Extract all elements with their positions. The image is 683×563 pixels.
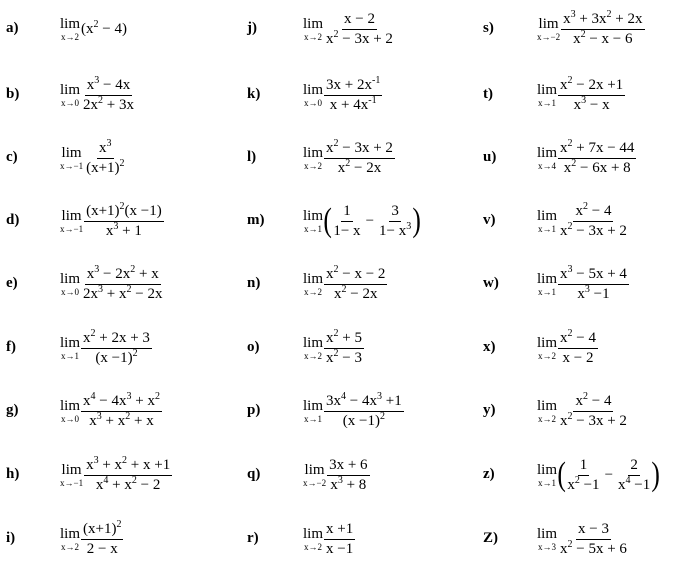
fraction-b-denominator: $x^4 -1$ (618, 474, 651, 493)
lim-subscript: x→1 (538, 477, 556, 488)
limit-fraction-numerator: $x^4 - 4x^3 + x^2$ (81, 393, 162, 412)
lim-operator (303, 17, 323, 42)
limit-fraction-numerator: $x^2 - 4$ (573, 203, 613, 222)
lim-operator (303, 272, 323, 297)
limit-fraction-numerator: $(x+1)^2(x -1)$ (84, 203, 164, 222)
lim-word: lim (60, 525, 81, 542)
lim-subscript: x→4 (538, 160, 556, 171)
lim-subscript: x→1 (538, 286, 556, 297)
lim-word: lim (537, 397, 558, 414)
lim-operator (537, 399, 557, 424)
limit-expression (303, 389, 404, 433)
exercise-label: g) (6, 402, 19, 418)
limit-expression (537, 517, 629, 561)
exercise-label: j) (247, 20, 257, 36)
lim-subscript: x→0 (304, 97, 322, 108)
exercise-label: p) (247, 402, 261, 418)
fraction-a-denominator: $x^2 -1$ (567, 474, 600, 493)
minus-sign: − (365, 212, 375, 229)
lim-subscript: x→2 (538, 350, 556, 361)
limit-fraction-denominator: $x^2 - 6x + 8$ (563, 157, 631, 176)
limit-fraction (84, 140, 126, 176)
limit-fraction-numerator: $x^2 + 5$ (324, 330, 364, 349)
lim-word: lim (303, 144, 324, 161)
limit-fraction-denominator: $x^2 - 3$ (326, 347, 362, 366)
exercise-label: l) (247, 149, 257, 165)
lim-subscript: x→0 (61, 286, 79, 297)
minus-sign: − (604, 466, 614, 483)
lim-word: lim (60, 270, 81, 287)
limit-fraction (558, 77, 625, 113)
limit-fraction (81, 330, 152, 366)
limit-fraction (84, 203, 164, 239)
lim-operator (60, 272, 80, 297)
limit-fraction-denominator: $2x^2 + 3x$ (83, 94, 134, 113)
lim-word: lim (60, 81, 81, 98)
lim-word: lim (60, 334, 81, 351)
lim-word: lim (303, 525, 324, 542)
limit-body: $(x^2 - 4)$ (81, 18, 127, 37)
fraction-b-denominator: $1- x^3$ (379, 220, 412, 239)
limit-fraction (558, 140, 636, 176)
exercise-label: o) (247, 339, 260, 355)
limit-fraction-denominator: $x^3 - x$ (573, 94, 610, 113)
limit-fraction-denominator: $x^2 - 2x$ (337, 157, 382, 176)
limit-expression (60, 262, 164, 306)
limit-fraction (81, 521, 123, 557)
lim-word: lim (61, 461, 82, 478)
limit-expression (537, 326, 598, 370)
exercise-label: s) (483, 20, 494, 36)
limit-expression (303, 199, 421, 243)
lim-subscript: x→2 (61, 541, 79, 552)
exercise-label: t) (483, 86, 493, 102)
limit-expression (60, 453, 172, 497)
lim-subscript: x→−1 (60, 160, 84, 171)
lim-subscript: x→0 (61, 97, 79, 108)
limit-expression (303, 73, 382, 117)
limit-fraction-numerator: $x^3 - 2x^2 + x$ (85, 266, 161, 285)
limit-fraction-denominator: $x^4 + x^2 - 2$ (95, 474, 161, 493)
lim-word: lim (303, 207, 324, 224)
lim-operator (303, 527, 323, 552)
limit-expression (60, 389, 162, 433)
lim-operator (60, 399, 80, 424)
limit-expression (303, 517, 355, 561)
lim-operator (60, 17, 80, 42)
limit-fraction (561, 11, 644, 47)
fraction-b-numerator: 2 (628, 457, 640, 476)
lim-subscript: x→−1 (60, 223, 84, 234)
limit-fraction-numerator: $x^2 - 4$ (573, 393, 613, 412)
limit-fraction (324, 266, 387, 302)
lim-operator (537, 83, 557, 108)
lim-word: lim (303, 81, 324, 98)
lim-word: lim (537, 461, 558, 478)
lim-subscript: x→−2 (303, 477, 327, 488)
lim-subscript: x→2 (304, 31, 322, 42)
lim-word: lim (537, 334, 558, 351)
limit-expression (537, 389, 629, 433)
exercise-label: m) (247, 212, 265, 228)
lim-word: lim (60, 397, 81, 414)
lim-operator (60, 463, 83, 488)
exercise-label: f) (6, 339, 16, 355)
fraction-b (377, 203, 413, 239)
limit-expression (60, 199, 164, 243)
limit-fraction-denominator: $x^2 - 2x$ (333, 283, 378, 302)
lim-operator (303, 209, 323, 234)
limit-fraction-denominator: 2 − x (86, 540, 118, 557)
limit-fraction-denominator: $x^2 - 5x + 6$ (560, 538, 627, 557)
lim-operator (537, 146, 557, 171)
lim-subscript: x→2 (304, 350, 322, 361)
limit-fraction-numerator: $x^2 - 2x +1$ (558, 77, 625, 96)
exercise-label: w) (483, 275, 499, 291)
lim-operator (60, 209, 83, 234)
limit-fraction (81, 77, 136, 113)
lim-operator (60, 336, 80, 361)
lim-subscript: x→0 (61, 413, 79, 424)
limit-fraction-denominator: $(x -1)^2$ (342, 410, 385, 429)
fraction-a-numerator: 1 (578, 457, 590, 476)
left-paren: ( (557, 456, 566, 493)
lim-word: lim (537, 81, 558, 98)
exercise-label: q) (247, 466, 261, 482)
limit-fraction-denominator: $x^3 + x^2 + x$ (89, 410, 154, 429)
lim-operator (60, 146, 83, 171)
lim-operator (537, 272, 557, 297)
lim-operator (303, 399, 323, 424)
lim-subscript: x→1 (304, 223, 322, 234)
lim-subscript: x→3 (538, 541, 556, 552)
limit-fraction-numerator: $x^3 + x^2 + x +1$ (84, 457, 172, 476)
exercise-label: d) (6, 212, 20, 228)
limit-fraction-denominator: $x^2 - 3x + 2$ (560, 220, 627, 239)
limit-fraction-numerator: $x^3 - 4x$ (85, 77, 132, 96)
lim-word: lim (303, 334, 324, 351)
limit-expression (537, 199, 629, 243)
lim-subscript: x→2 (304, 160, 322, 171)
limit-fraction-denominator: $x^2 - 3x + 2$ (560, 410, 627, 429)
limit-fraction-denominator: $x^3 -1$ (577, 283, 610, 302)
lim-operator (303, 146, 323, 171)
limit-fraction-denominator: $(x -1)^2$ (95, 347, 138, 366)
limit-fraction (324, 330, 364, 366)
lim-word: lim (537, 270, 558, 287)
left-paren: ( (323, 202, 332, 239)
lim-subscript: x→2 (538, 413, 556, 424)
limit-expression (303, 7, 395, 51)
fraction-a-numerator: 1 (341, 203, 353, 222)
limit-fraction (324, 77, 382, 113)
limit-fraction-numerator: $3x^4 - 4x^3 +1$ (324, 393, 404, 412)
limit-expression (303, 453, 370, 497)
limit-expression (537, 453, 660, 497)
exercise-label: x) (483, 339, 496, 355)
lim-operator (303, 463, 326, 488)
right-paren: ) (651, 456, 661, 493)
lim-subscript: x→1 (538, 97, 556, 108)
limit-expression (303, 136, 395, 180)
limit-fraction-numerator: $x^2 + 7x - 44$ (558, 140, 636, 159)
lim-word: lim (60, 15, 81, 32)
limit-expression (60, 136, 127, 180)
lim-operator (537, 527, 557, 552)
limit-expression (537, 73, 625, 117)
limit-fraction-denominator: $(x+1)^2$ (86, 157, 125, 176)
lim-subscript: x→−2 (537, 31, 561, 42)
lim-subscript: x→−1 (60, 477, 84, 488)
lim-word: lim (537, 144, 558, 161)
limit-expression (537, 136, 636, 180)
limit-expression (537, 262, 629, 306)
exercise-label: e) (6, 275, 18, 291)
lim-operator (537, 17, 560, 42)
fraction-b (616, 457, 652, 493)
limit-fraction (81, 393, 162, 429)
limit-fraction-numerator: $x^3 - 5x + 4$ (558, 266, 629, 285)
limit-fraction (324, 521, 355, 557)
limit-fraction-numerator: x +1 (324, 521, 355, 540)
right-paren: ) (412, 202, 422, 239)
limit-fraction-numerator: $x^3$ (97, 140, 114, 159)
limit-fraction-denominator: x − 2 (562, 349, 594, 366)
lim-word: lim (537, 525, 558, 542)
fraction-a-denominator: 1− x (333, 222, 361, 239)
limit-fraction-numerator: x − 3 (576, 521, 611, 540)
exercise-label: r) (247, 530, 259, 546)
limit-fraction-denominator: $x^3 + 1$ (105, 220, 142, 239)
limit-fraction (558, 203, 629, 239)
exercise-label: a) (6, 20, 19, 36)
lim-word: lim (303, 15, 324, 32)
lim-operator (60, 83, 80, 108)
lim-word: lim (303, 270, 324, 287)
exercise-label: Z) (483, 530, 498, 546)
lim-operator (537, 336, 557, 361)
limit-fraction (81, 266, 164, 302)
fraction-b-numerator: 3 (389, 203, 401, 222)
limit-expression (60, 7, 127, 51)
exercise-label: h) (6, 466, 20, 482)
lim-word: lim (538, 15, 559, 32)
lim-word: lim (537, 207, 558, 224)
exercise-label: i) (6, 530, 16, 546)
lim-subscript: x→2 (61, 31, 79, 42)
limit-expression (60, 73, 136, 117)
limit-fraction-denominator: x −1 (326, 540, 354, 557)
limit-expression (537, 7, 645, 51)
limit-fraction-numerator: $3x + 2x^{-1}$ (324, 77, 382, 96)
limit-fraction-denominator: $x + 4x^{-1}$ (329, 94, 377, 113)
lim-subscript: x→2 (304, 541, 322, 552)
limit-expression (60, 326, 152, 370)
lim-operator (537, 209, 557, 234)
limit-expression (303, 326, 364, 370)
limit-fraction (558, 266, 629, 302)
limit-fraction-denominator: $x^3 + 8$ (330, 474, 367, 493)
lim-subscript: x→1 (61, 350, 79, 361)
lim-subscript: x→1 (538, 223, 556, 234)
limit-fraction (327, 457, 369, 493)
lim-word: lim (61, 144, 82, 161)
lim-operator (303, 336, 323, 361)
limit-fraction-numerator: $x^2 - 3x + 2$ (324, 140, 395, 159)
limit-fraction-denominator: $x^2 - x - 6$ (573, 28, 633, 47)
limit-fraction (558, 521, 629, 557)
fraction-a (565, 457, 601, 493)
exercise-label: z) (483, 466, 495, 482)
limit-fraction-denominator: $x^2 - 3x + 2$ (326, 28, 393, 47)
limit-fraction-numerator: x − 2 (342, 11, 377, 30)
limit-fraction-numerator: $x^2 - 4$ (558, 330, 598, 349)
lim-subscript: x→1 (304, 413, 322, 424)
limit-fraction-numerator: 3x + 6 (327, 457, 369, 476)
lim-operator (537, 463, 557, 488)
limit-fraction-numerator: $x^2 - x - 2$ (324, 266, 387, 285)
exercise-label: v) (483, 212, 496, 228)
limit-fraction (558, 393, 629, 429)
exercise-label: u) (483, 149, 497, 165)
lim-operator (60, 527, 80, 552)
limit-expression (303, 262, 387, 306)
fraction-a (331, 203, 362, 239)
lim-word: lim (61, 207, 82, 224)
limit-fraction-numerator: $(x+1)^2$ (81, 521, 123, 540)
limit-fraction (84, 457, 172, 493)
limit-fraction (324, 393, 404, 429)
exercise-label: y) (483, 402, 496, 418)
limit-fraction (324, 140, 395, 176)
exercise-label: b) (6, 86, 20, 102)
limit-fraction (324, 11, 395, 47)
lim-subscript: x→2 (304, 286, 322, 297)
limit-expression (60, 517, 123, 561)
limit-fraction-numerator: $x^2 + 2x + 3$ (81, 330, 152, 349)
limit-fraction-numerator: $x^3 + 3x^2 + 2x$ (561, 11, 644, 30)
exercise-label: c) (6, 149, 18, 165)
lim-word: lim (303, 397, 324, 414)
lim-operator (303, 83, 323, 108)
limit-fraction (558, 330, 598, 366)
lim-word: lim (304, 461, 325, 478)
limit-fraction-denominator: $2x^3 + x^2 - 2x$ (83, 283, 163, 302)
exercise-label: k) (247, 86, 261, 102)
exercise-label: n) (247, 275, 261, 291)
